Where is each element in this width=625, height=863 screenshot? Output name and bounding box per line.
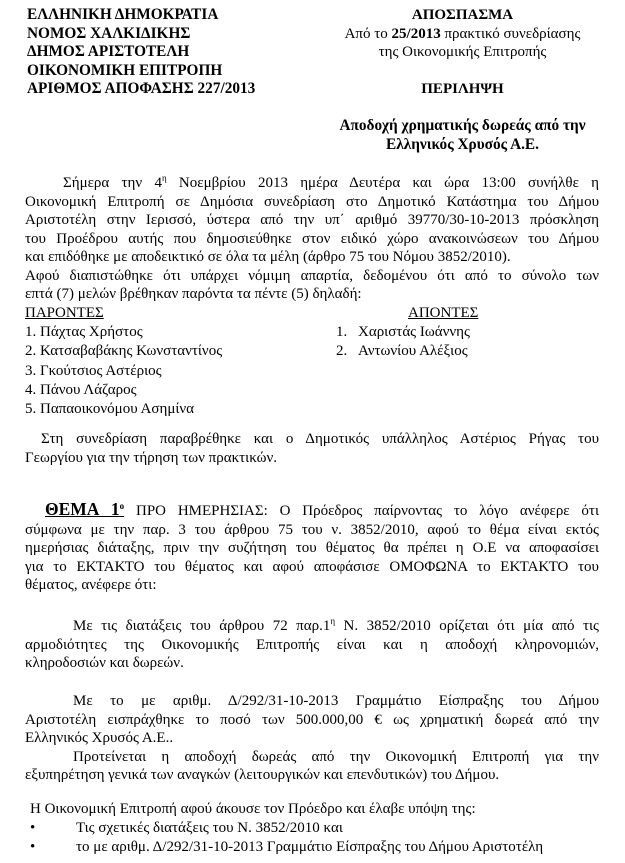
member-name: Κατσαβαβάκης Κωνσταντίνος bbox=[40, 343, 223, 360]
receipt-line-2: Αριστοτέλη εισπράχθηκε το ποσό των 500.000,00 € ως χρηματική δωρεά από την bbox=[25, 711, 599, 728]
topic-line-1-text: ΠΡΟ ΗΜΕΡΗΣΙΑΣ: Ο Πρόεδρος παίρνοντας το λόγο ανέφερε ότι bbox=[124, 503, 599, 519]
excerpt-title: ΑΠΟΣΠΑΣΜΑ bbox=[411, 7, 514, 23]
topic-heading-text: ΘΕΜΑ 1 bbox=[45, 499, 120, 519]
excerpt-minutes-pre: Από το bbox=[344, 25, 392, 42]
header-line-municipality: ΔΗΜΟΣ ΑΡΙΣΤΟΤΕΛΗ bbox=[27, 43, 190, 61]
ordinal-sup: η bbox=[161, 173, 167, 183]
topic-line-2: σύμφωνα με την παρ. 3 του άρθρου 75 του ν. 3852/2010, αφού το θέμα είναι εκτός bbox=[25, 521, 599, 538]
decision-bullet bbox=[30, 819, 343, 838]
bullet-icon: • bbox=[30, 839, 36, 855]
member-name: Αντωνίου Αλέξιος bbox=[358, 343, 468, 360]
receipt-line-1: Με το με αριθμ. Δ/292/31-10-2013 Γραμμάτιο Είσπραξης του Δήμου bbox=[73, 693, 599, 709]
intro-date-post: Νοεμβρίου 2013 ημέρα Δευτέρα και ώρα 13:00 συνήλθε η bbox=[166, 175, 599, 191]
summary-heading: ΠΕΡΙΛΗΨΗ bbox=[421, 81, 504, 98]
header-line-prefecture: ΝΟΜΟΣ ΧΑΛΚΙΔΙΚΗΣ bbox=[27, 24, 191, 42]
secretary-line-2: Γεωργίου για την τήρηση των πρακτικών. bbox=[25, 449, 278, 466]
summary-line-1: Αποδοχή χρηματικής δωρεάς από την bbox=[339, 117, 586, 134]
bullet-text: Τις σχετικές διατάξεις του Ν. 3852/2010 και bbox=[76, 820, 343, 836]
member-name: Πάχτας Χρήστος bbox=[40, 324, 143, 340]
excerpt-minutes-post: πρακτικό συνεδρίασης bbox=[440, 25, 581, 42]
intro-line-6: Αφού διαπιστώθηκε ότι υπάρχει νόμιμη απαρτία, δεδομένου ότι από το σύνολο των bbox=[25, 267, 599, 284]
article72-line-3: κληροδοσιών και δωρεών. bbox=[25, 655, 184, 671]
secretary-paragraph bbox=[25, 430, 599, 467]
absent-label: ΑΠΟΝΤΕΣ bbox=[408, 305, 479, 321]
intro-line-1 bbox=[25, 174, 599, 193]
decision-intro: Η Οικονομική Επιτροπή αφού άκουσε τον Πρόεδρο και έλαβε υπόψη της: bbox=[30, 801, 476, 817]
intro-line-7: επτά (7) μελών βρέθηκαν παρόντα τα πέντε (5) δηλαδή: bbox=[25, 286, 362, 302]
list-item bbox=[25, 323, 222, 342]
list-item bbox=[336, 323, 470, 342]
intro-line-2: Οικονομική Επιτροπή σε Δημόσια συνεδρίαση στο Δημοτικό Κατάστημα του Δήμου bbox=[25, 193, 599, 210]
topic-ordinal-sup: ο bbox=[119, 501, 125, 511]
summary-text bbox=[300, 117, 625, 154]
list-item bbox=[25, 342, 222, 361]
intro-line-3: Αριστοτέλη στην Ιερισσό, ύστερα από την υπ΄ αριθμό 39770/30-10-2013 πρόσκληση bbox=[25, 212, 599, 228]
intro-line-4: του Προέδρου αυτής που δημοσιεύθηκε στον ειδικό χώρο ανακοινώσεων του Δήμου bbox=[25, 230, 599, 247]
secretary-line-1: Στη συνεδρίαση παραβρέθηκε και ο Δημοτικός υπάλληλος Αστέριος Ρήγας του bbox=[41, 431, 599, 447]
article72-paragraph bbox=[25, 617, 599, 673]
list-item bbox=[25, 362, 222, 381]
header-line-republic: ΕΛΛΗΝΙΚΗ ΔΗΜΟΚΡΑΤΙΑ bbox=[27, 6, 219, 23]
member-name: Γκούτσιος Αστέριος bbox=[40, 362, 162, 379]
absent-list bbox=[336, 323, 470, 362]
bullet-text: το με αριθμ. Δ/292/31-10-2013 Γραμμάτιο Είσπραξης του Δήμου Αριστοτέλη bbox=[76, 839, 544, 855]
article72-post: Ν. 3852/2010 ορίζεται ότι μία από τις bbox=[335, 618, 599, 634]
intro-paragraph bbox=[25, 174, 599, 304]
list-item bbox=[336, 342, 470, 361]
bullet-icon: • bbox=[30, 820, 36, 836]
topic-paragraph bbox=[25, 500, 599, 595]
member-name: Παπαοικονόμου Ασημίνα bbox=[40, 401, 195, 418]
item-number: 2. bbox=[25, 343, 37, 360]
item-number: 3. bbox=[25, 362, 37, 379]
topic-line-4: για το ΕΚΤΑΚΤΟ του θέματος και αφού αποφάσισε ΟΜΟΦΩΝΑ το ΕΚΤΑΚΤΟ του bbox=[25, 558, 599, 575]
minutes-number: 25/2013 bbox=[391, 25, 441, 42]
topic-line-1 bbox=[25, 500, 599, 521]
excerpt-minutes-line bbox=[300, 25, 625, 44]
excerpt-header bbox=[300, 6, 625, 99]
item-number: 1. bbox=[25, 324, 37, 340]
intro-date-pre: Σήμερα την 4 bbox=[63, 175, 162, 191]
intro-line-5: και επιδόθηκε με αποδεικτικό σε όλα τα μέλη (άρθρο 75 του Νόμου 3852/2010). bbox=[25, 249, 511, 265]
decision-bullet bbox=[30, 838, 543, 857]
paragraph-ordinal-sup: η bbox=[330, 616, 336, 626]
item-number: 4. bbox=[25, 381, 37, 398]
present-label: ΠΑΡΟΝΤΕΣ bbox=[25, 305, 104, 321]
member-name: Χαριστάς Ιωάννης bbox=[358, 324, 470, 340]
article72-pre: Με τις διατάξεις του άρθρου 72 παρ.1 bbox=[73, 618, 331, 634]
list-item bbox=[25, 381, 222, 400]
excerpt-committee-line: της Οικονομικής Επιτροπής bbox=[378, 44, 547, 61]
item-number: 5. bbox=[25, 401, 37, 418]
proposal-line-2: εξυπηρέτηση γενικά των αναγκών (λειτουργικών και επενδυτικών) του Δήμου. bbox=[25, 767, 500, 783]
receipt-paragraph bbox=[25, 692, 599, 785]
item-number: 1. bbox=[336, 324, 348, 340]
header-line-decision-number: ΑΡΙΘΜΟΣ ΑΠΟΦΑΣΗΣ 227/2013 bbox=[27, 80, 256, 98]
member-name: Πάνου Λάζαρος bbox=[40, 381, 137, 398]
summary-line-2: Ελληνικός Χρυσός Α.Ε. bbox=[386, 135, 539, 153]
topic-line-5: θέματος, ανέφερε ότι: bbox=[25, 577, 157, 593]
item-number: 2. bbox=[336, 343, 348, 360]
article72-line-2: αρμοδιότητες της Οικονομικής Επιτροπής είναι και η αποδοχή κληρονομιών, bbox=[25, 636, 599, 653]
issuer-header bbox=[27, 6, 255, 99]
article72-line-1 bbox=[25, 617, 599, 636]
topic-heading bbox=[45, 499, 124, 519]
present-list bbox=[25, 323, 222, 419]
list-item bbox=[25, 400, 222, 419]
proposal-line-1: Προτείνεται η αποδοχή δωρεάς από την Οικονομική Επιτροπή για την bbox=[73, 748, 599, 765]
topic-line-3: ημερήσιας διάταξης, πριν την συζήτηση του θέματος θα πρέπει η Ο.Ε να αποφασίσει bbox=[25, 540, 599, 556]
header-line-committee: ΟΙΚΟΝΟΜΙΚΗ ΕΠΙΤΡΟΠΗ bbox=[27, 61, 223, 79]
receipt-line-3: Ελληνικός Χρυσός Α.Ε.. bbox=[25, 730, 174, 746]
